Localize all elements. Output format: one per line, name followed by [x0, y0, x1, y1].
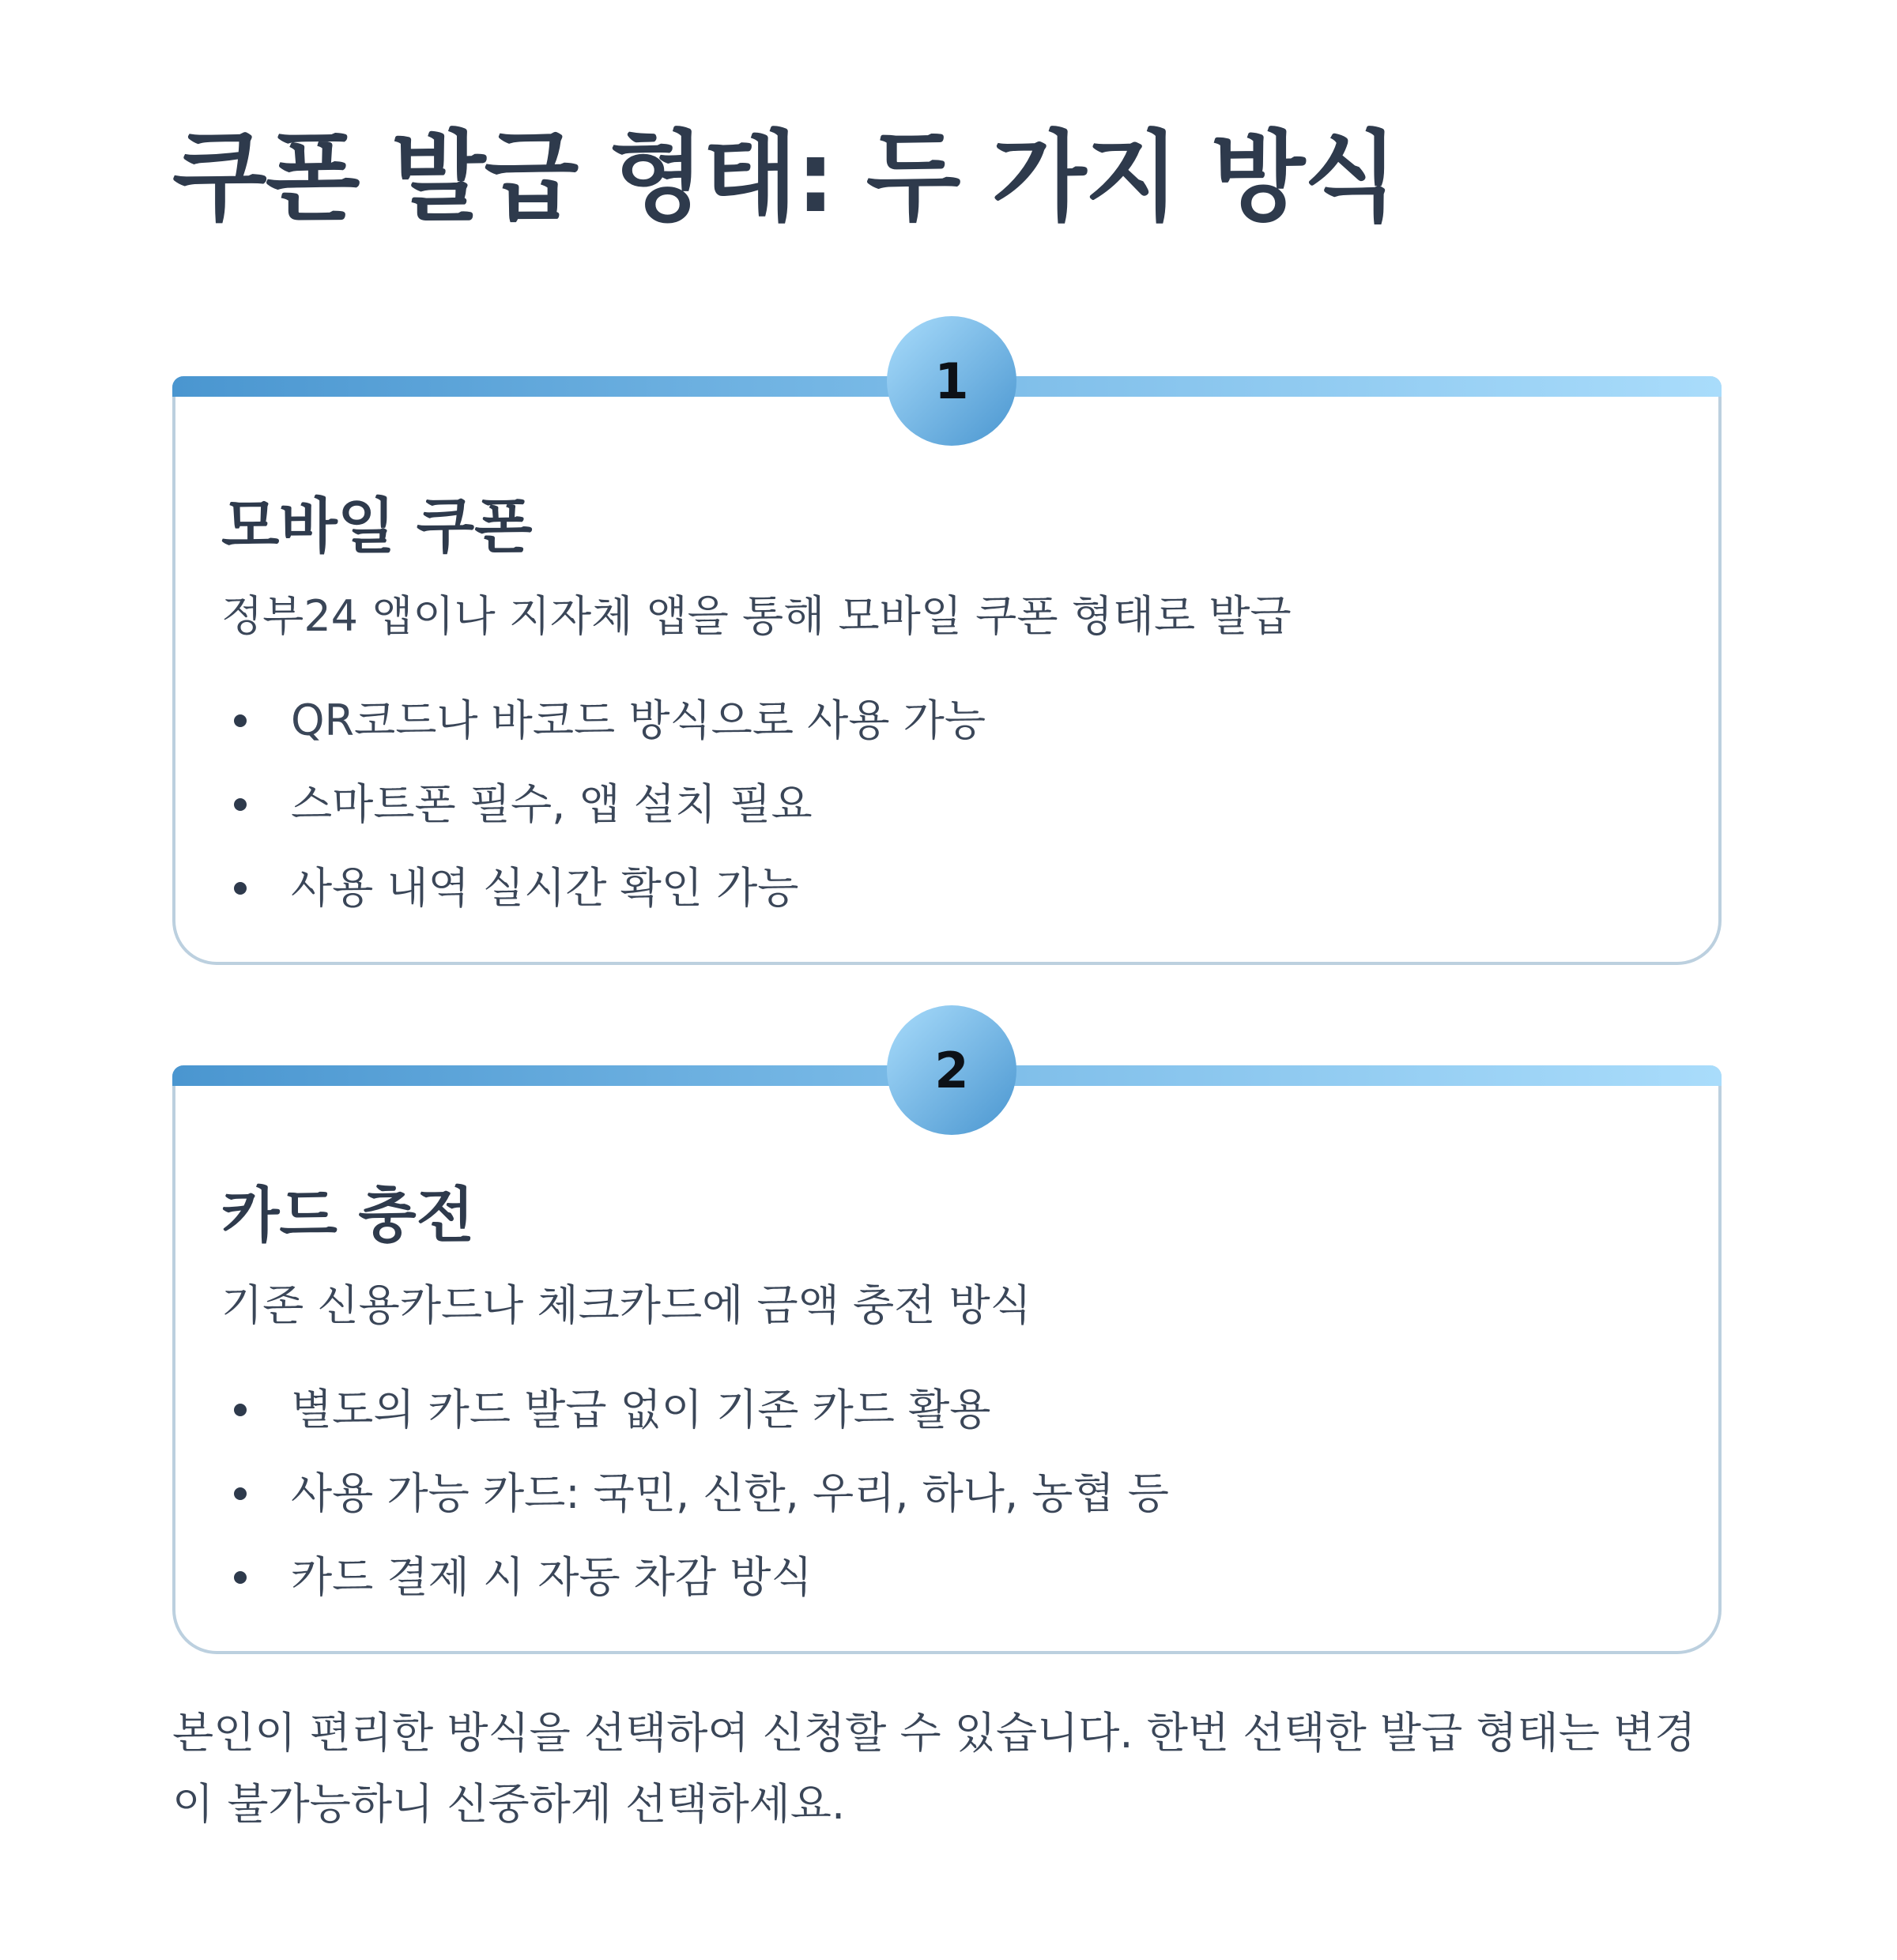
list-item-text: 스마트폰 필수, 앱 설치 필요 — [291, 779, 813, 829]
list-item — [221, 1452, 1169, 1536]
bullet-icon — [234, 798, 247, 811]
list-item-text: 사용 내역 실시간 확인 가능 — [291, 863, 799, 913]
list-item-text: 별도의 카드 발급 없이 기존 카드 활용 — [291, 1385, 991, 1434]
list-item — [221, 1536, 1169, 1619]
list-item — [221, 1368, 1169, 1452]
step-number-badge: 1 — [887, 316, 1016, 446]
issuance-card-mobile-coupon — [172, 352, 1722, 965]
list-item-text: QR코드나 바코드 방식으로 사용 가능 — [291, 695, 986, 745]
page-title: 쿠폰 발급 형태: 두 가지 방식 — [172, 121, 1397, 235]
footer-note: 본인이 편리한 방식을 선택하여 신청할 수 있습니다. 한번 선택한 발급 형태는 변경이 불가능하니 신중하게 선택하세요. — [172, 1708, 1696, 1829]
card-title: 카드 충전 — [221, 1180, 475, 1250]
issuance-card-card-charge — [172, 1041, 1722, 1654]
card-description: 기존 신용카드나 체크카드에 금액 충전 방식 — [221, 1280, 1031, 1330]
bullet-icon — [234, 714, 247, 727]
list-item — [221, 763, 986, 846]
bullet-icon — [234, 1404, 247, 1416]
feature-list — [221, 1368, 1169, 1619]
bullet-icon — [234, 1487, 247, 1500]
card-title: 모바일 쿠폰 — [221, 491, 533, 561]
list-item — [221, 679, 986, 763]
list-item-text: 카드 결제 시 자동 차감 방식 — [291, 1552, 813, 1602]
list-item-text: 사용 가능 카드: 국민, 신한, 우리, 하나, 농협 등 — [291, 1468, 1169, 1518]
bullet-icon — [234, 882, 247, 895]
list-item — [221, 846, 986, 930]
step-number-badge: 2 — [887, 1005, 1016, 1135]
bullet-icon — [234, 1571, 247, 1584]
card-description: 정부24 앱이나 지자체 앱을 통해 모바일 쿠폰 형태로 발급 — [221, 591, 1292, 641]
feature-list — [221, 679, 986, 930]
